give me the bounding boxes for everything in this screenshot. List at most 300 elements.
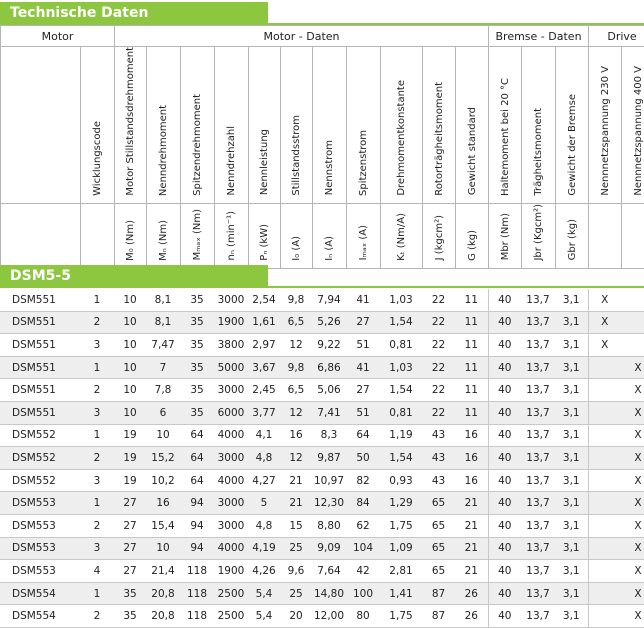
column-header — [249, 47, 281, 204]
table-cell: 42 — [346, 560, 380, 583]
table-cell: 3,1 — [555, 424, 588, 447]
table-cell — [588, 492, 621, 515]
table-cell: 4000 — [214, 469, 248, 492]
table-row — [0, 492, 644, 515]
table-cell: 3 — [80, 401, 114, 424]
data-table — [0, 289, 644, 628]
table-cell: 94 — [180, 514, 214, 537]
column-symbol — [423, 203, 456, 268]
table-cell: 8,1 — [146, 311, 180, 334]
table-cell: 16 — [455, 424, 488, 447]
column-symbol — [522, 203, 556, 268]
table-cell: 4,8 — [248, 514, 280, 537]
table-cell: 13,7 — [521, 492, 555, 515]
table-cell: 7,94 — [312, 289, 346, 311]
section-title-dsm5-5: DSM5-5 — [0, 265, 268, 288]
table-cell: 50 — [346, 447, 380, 470]
table-cell: 94 — [180, 492, 214, 515]
table-cell: X — [621, 379, 644, 402]
column-symbol — [313, 203, 347, 268]
table-cell: 11 — [455, 289, 488, 311]
table-cell: 9,8 — [280, 289, 312, 311]
table-cell: 6,86 — [312, 356, 346, 379]
table-cell: 1 — [80, 492, 114, 515]
table-cell: 64 — [180, 424, 214, 447]
table-cell: 35 — [180, 311, 214, 334]
table-cell: 40 — [488, 289, 521, 311]
table-cell: 10 — [114, 289, 146, 311]
header-table — [0, 25, 644, 269]
table-cell — [588, 424, 621, 447]
row-type-cell: DSM551 — [0, 379, 80, 402]
table-cell — [588, 514, 621, 537]
table-cell — [588, 379, 621, 402]
table-cell: 2,81 — [380, 560, 422, 583]
table-cell: 10,97 — [312, 469, 346, 492]
table-cell: 1,61 — [248, 311, 280, 334]
table-cell: 1,19 — [380, 424, 422, 447]
table-cell: 41 — [346, 356, 380, 379]
column-symbol — [456, 203, 489, 268]
table-cell: 80 — [346, 605, 380, 628]
column-symbol-label: nₙ (min⁻¹) — [226, 211, 238, 261]
table-cell: 21 — [455, 537, 488, 560]
table-cell: 22 — [422, 379, 455, 402]
table-cell — [588, 401, 621, 424]
table-cell: 12 — [280, 334, 312, 357]
table-row — [0, 447, 644, 470]
table-cell: 7,47 — [146, 334, 180, 357]
column-header — [215, 47, 249, 204]
table-cell: 10 — [114, 401, 146, 424]
table-cell: 21 — [455, 560, 488, 583]
table-cell: 13,7 — [521, 401, 555, 424]
column-header-label: Nennnetzspannung 400 V — [633, 65, 644, 196]
table-cell: 3,1 — [555, 514, 588, 537]
column-header-label: Nenndrehzahl — [226, 126, 238, 196]
table-cell: 9,09 — [312, 537, 346, 560]
table-cell: 40 — [488, 401, 521, 424]
table-row — [0, 469, 644, 492]
column-header-label: Nennleistung — [259, 129, 271, 196]
table-cell: 40 — [488, 605, 521, 628]
table-cell: 65 — [422, 560, 455, 583]
table-cell: 3 — [80, 334, 114, 357]
table-cell: 87 — [422, 605, 455, 628]
column-header-label: Spitzendrehmoment — [192, 93, 204, 196]
table-cell: 35 — [180, 334, 214, 357]
column-header-label: Trägheitsmoment — [533, 107, 545, 196]
table-cell: 13,7 — [521, 514, 555, 537]
table-cell: X — [621, 401, 644, 424]
table-cell: 0,93 — [380, 469, 422, 492]
column-header-label: Drehmomentkonstante — [396, 79, 408, 196]
table-cell: 8,3 — [312, 424, 346, 447]
column-header — [622, 47, 644, 204]
column-symbol — [215, 203, 249, 268]
column-header-label: Wicklungscode — [92, 120, 103, 196]
column-header-label: Haltemoment bei 20 °C — [499, 77, 511, 196]
table-cell — [588, 356, 621, 379]
column-header — [181, 47, 215, 204]
table-cell — [588, 469, 621, 492]
column-header-label: Gewicht der Bremse — [566, 93, 578, 196]
column-header — [489, 47, 522, 204]
column-header — [147, 47, 181, 204]
table-cell: 104 — [346, 537, 380, 560]
table-cell: 40 — [488, 582, 521, 605]
table-cell: 64 — [346, 424, 380, 447]
group-drive: Drive — [589, 26, 644, 47]
column-header — [456, 47, 489, 204]
column-header-label: Rotorträgheitsmoment — [433, 81, 445, 196]
table-cell: 94 — [180, 537, 214, 560]
table-cell: 13,7 — [521, 560, 555, 583]
table-cell: 13,7 — [521, 424, 555, 447]
table-cell: 1,41 — [380, 582, 422, 605]
table-cell: 5,26 — [312, 311, 346, 334]
table-cell: 82 — [346, 469, 380, 492]
table-cell: 5 — [248, 492, 280, 515]
table-cell: 13,7 — [521, 537, 555, 560]
table-cell: 21 — [455, 492, 488, 515]
table-cell: 14,80 — [312, 582, 346, 605]
table-cell: 3,1 — [555, 537, 588, 560]
table-cell: 1900 — [214, 311, 248, 334]
column-symbol-label: Iₘₐₓ (A) — [358, 225, 370, 261]
table-cell: X — [588, 334, 621, 357]
table-cell: X — [621, 356, 644, 379]
table-cell: 21 — [455, 514, 488, 537]
table-cell: 3,1 — [555, 560, 588, 583]
column-header-label: Spitzenstrom — [358, 129, 370, 196]
column-header — [313, 47, 347, 204]
table-cell: 7,8 — [146, 379, 180, 402]
table-row — [0, 289, 644, 311]
table-cell: 10 — [114, 379, 146, 402]
table-cell: 3,67 — [248, 356, 280, 379]
column-header-label: Gewicht standard — [466, 107, 478, 196]
table-cell: 3800 — [214, 334, 248, 357]
row-type-cell: DSM551 — [0, 289, 80, 311]
table-cell: 40 — [488, 356, 521, 379]
table-cell: 4,1 — [248, 424, 280, 447]
table-cell: 1,75 — [380, 605, 422, 628]
row-type-cell: DSM553 — [0, 514, 80, 537]
table-cell: 40 — [488, 537, 521, 560]
row-type-cell: DSM551 — [0, 334, 80, 357]
table-cell: 4,8 — [248, 447, 280, 470]
column-header — [381, 47, 423, 204]
table-cell: 2,45 — [248, 379, 280, 402]
table-cell: 40 — [488, 469, 521, 492]
table-cell: 3,1 — [555, 447, 588, 470]
column-symbol — [181, 203, 215, 268]
table-cell: 11 — [455, 311, 488, 334]
table-row — [0, 560, 644, 583]
column-symbol — [115, 203, 147, 268]
column-header — [589, 47, 622, 204]
table-cell: 10 — [146, 424, 180, 447]
table-cell: X — [621, 537, 644, 560]
table-cell: 3,1 — [555, 605, 588, 628]
table-cell: 27 — [346, 311, 380, 334]
table-cell: 35 — [180, 356, 214, 379]
row-type-cell: DSM551 — [0, 356, 80, 379]
table-cell: 1,03 — [380, 356, 422, 379]
table-row — [0, 537, 644, 560]
table-cell: X — [588, 311, 621, 334]
column-header — [115, 47, 147, 204]
column-header-label: Nennstrom — [324, 140, 336, 196]
table-cell: 10,2 — [146, 469, 180, 492]
table-cell: 1,09 — [380, 537, 422, 560]
table-cell: 1,29 — [380, 492, 422, 515]
table-cell: 3,1 — [555, 492, 588, 515]
table-cell: 3000 — [214, 447, 248, 470]
table-cell: 13,7 — [521, 605, 555, 628]
table-cell: 2500 — [214, 582, 248, 605]
table-cell: 3,1 — [555, 311, 588, 334]
table-cell: 16 — [280, 424, 312, 447]
table-cell: 19 — [114, 447, 146, 470]
column-symbol — [281, 203, 313, 268]
row-type-cell: DSM553 — [0, 492, 80, 515]
column-header-label: Nennnetzspannung 230 V — [599, 65, 611, 196]
table-cell — [588, 605, 621, 628]
column-symbol-label: Iₙ (A) — [324, 235, 336, 261]
table-cell: 64 — [180, 469, 214, 492]
table-cell: 6,5 — [280, 311, 312, 334]
table-cell: 12,30 — [312, 492, 346, 515]
table-cell: 84 — [346, 492, 380, 515]
column-symbol-label: Mₘₐₓ (Nm) — [192, 209, 204, 261]
row-type-cell: DSM554 — [0, 582, 80, 605]
table-cell: 20,8 — [146, 605, 180, 628]
table-cell: 27 — [114, 560, 146, 583]
column-symbol — [589, 203, 622, 268]
table-cell: 40 — [488, 514, 521, 537]
table-cell: 7,64 — [312, 560, 346, 583]
table-cell: 6000 — [214, 401, 248, 424]
table-cell: 5,4 — [248, 605, 280, 628]
column-header — [522, 47, 556, 204]
table-cell: 27 — [346, 379, 380, 402]
table-cell: 25 — [280, 537, 312, 560]
column-symbol — [489, 203, 522, 268]
column-symbol-label: Kₜ (Nm/A) — [396, 212, 408, 261]
table-cell: 19 — [114, 424, 146, 447]
table-cell: 65 — [422, 514, 455, 537]
table-cell: 2,54 — [248, 289, 280, 311]
table-cell: 8,1 — [146, 289, 180, 311]
table-cell: 5,06 — [312, 379, 346, 402]
table-cell: 16 — [146, 492, 180, 515]
section-divider — [0, 286, 644, 288]
table-cell: 51 — [346, 334, 380, 357]
table-cell: 1 — [80, 356, 114, 379]
column-symbol-label: I₀ (A) — [291, 235, 303, 261]
table-cell — [621, 311, 644, 334]
table-cell: 26 — [455, 605, 488, 628]
table-cell — [588, 447, 621, 470]
table-cell: 41 — [346, 289, 380, 311]
table-cell: 9,6 — [280, 560, 312, 583]
table-cell: 3000 — [214, 514, 248, 537]
table-row — [0, 401, 644, 424]
column-symbol-label: J (kgcm²) — [433, 215, 445, 261]
table-cell: 19 — [114, 469, 146, 492]
table-cell: 4000 — [214, 424, 248, 447]
table-cell: X — [621, 605, 644, 628]
table-row — [0, 334, 644, 357]
table-cell: 2,97 — [248, 334, 280, 357]
table-cell: 43 — [422, 447, 455, 470]
table-row — [0, 582, 644, 605]
table-cell: 9,8 — [280, 356, 312, 379]
table-cell: 15 — [280, 514, 312, 537]
table-cell: 43 — [422, 469, 455, 492]
group-motor-daten: Motor - Daten — [115, 26, 489, 47]
table-cell: 3000 — [214, 379, 248, 402]
column-symbol — [347, 203, 381, 268]
table-cell: 3,1 — [555, 401, 588, 424]
column-header-label: Nenndrehmoment — [158, 104, 170, 196]
table-cell: 35 — [114, 605, 146, 628]
table-cell: 21 — [280, 492, 312, 515]
table-cell: 8,80 — [312, 514, 346, 537]
row-type-cell: DSM552 — [0, 424, 80, 447]
column-symbol — [147, 203, 181, 268]
table-cell: 3000 — [214, 492, 248, 515]
table-cell: 5000 — [214, 356, 248, 379]
table-cell: 4,27 — [248, 469, 280, 492]
table-cell: 22 — [422, 334, 455, 357]
table-cell: 16 — [455, 469, 488, 492]
table-cell: 5,4 — [248, 582, 280, 605]
table-cell: 13,7 — [521, 447, 555, 470]
table-cell: 0,81 — [380, 334, 422, 357]
table-cell: 21,4 — [146, 560, 180, 583]
table-cell: 4,26 — [248, 560, 280, 583]
table-cell: 4,19 — [248, 537, 280, 560]
table-cell: 40 — [488, 311, 521, 334]
table-cell: 22 — [422, 356, 455, 379]
table-cell: 15,4 — [146, 514, 180, 537]
table-cell: 12,00 — [312, 605, 346, 628]
table-cell: 118 — [180, 560, 214, 583]
row-type-cell: DSM552 — [0, 447, 80, 470]
table-cell: 3,1 — [555, 582, 588, 605]
column-symbol-label: M₀ (Nm) — [125, 219, 137, 261]
table-cell: 100 — [346, 582, 380, 605]
table-cell: 3,77 — [248, 401, 280, 424]
column-header — [556, 47, 589, 204]
table-cell: X — [621, 560, 644, 583]
table-cell: 27 — [114, 492, 146, 515]
table-cell: 40 — [488, 424, 521, 447]
table-cell: 40 — [488, 379, 521, 402]
table-cell — [621, 289, 644, 311]
table-cell: 35 — [180, 379, 214, 402]
column-header — [81, 47, 115, 204]
table-cell: 13,7 — [521, 469, 555, 492]
table-cell: 15,2 — [146, 447, 180, 470]
column-header — [281, 47, 313, 204]
table-cell: 27 — [114, 537, 146, 560]
row-type-cell: DSM553 — [0, 560, 80, 583]
table-cell: 13,7 — [521, 379, 555, 402]
table-cell: 3,1 — [555, 356, 588, 379]
table-row — [0, 379, 644, 402]
table-cell: 10 — [114, 311, 146, 334]
column-symbol — [1, 203, 81, 268]
table-cell: 2 — [80, 379, 114, 402]
table-cell: 62 — [346, 514, 380, 537]
table-cell: 13,7 — [521, 334, 555, 357]
table-row — [0, 514, 644, 537]
table-row — [0, 311, 644, 334]
row-type-cell: DSM553 — [0, 537, 80, 560]
table-cell: 2 — [80, 311, 114, 334]
table-cell: X — [621, 582, 644, 605]
table-cell: 40 — [488, 334, 521, 357]
table-cell: 16 — [455, 447, 488, 470]
section-title-technische-daten: Technische Daten — [0, 2, 268, 25]
table-cell: 9,87 — [312, 447, 346, 470]
table-cell: 2 — [80, 514, 114, 537]
table-cell: 3 — [80, 469, 114, 492]
table-cell: 1,54 — [380, 311, 422, 334]
table-cell: X — [588, 289, 621, 311]
table-cell: X — [621, 447, 644, 470]
column-header — [1, 47, 81, 204]
table-cell: 43 — [422, 424, 455, 447]
table-cell: 10 — [114, 334, 146, 357]
table-cell: 26 — [455, 582, 488, 605]
row-type-cell: DSM551 — [0, 311, 80, 334]
row-type-cell: DSM552 — [0, 469, 80, 492]
table-cell: 0,81 — [380, 401, 422, 424]
table-cell: 35 — [114, 582, 146, 605]
table-cell: 4 — [80, 560, 114, 583]
table-cell: 51 — [346, 401, 380, 424]
group-motor: Motor — [1, 26, 115, 47]
table-cell: 3,1 — [555, 334, 588, 357]
table-cell: 11 — [455, 401, 488, 424]
table-cell: 35 — [180, 289, 214, 311]
table-cell: 65 — [422, 492, 455, 515]
table-cell: 22 — [422, 311, 455, 334]
table-cell: 65 — [422, 537, 455, 560]
table-cell: 3,1 — [555, 469, 588, 492]
column-symbol — [381, 203, 423, 268]
table-cell: 87 — [422, 582, 455, 605]
table-cell: 6 — [146, 401, 180, 424]
table-cell: 6,5 — [280, 379, 312, 402]
table-cell: 2 — [80, 605, 114, 628]
table-cell: 40 — [488, 492, 521, 515]
table-cell: 1 — [80, 289, 114, 311]
column-symbol — [81, 203, 115, 268]
group-bremse-daten: Bremse - Daten — [489, 26, 589, 47]
table-cell: 118 — [180, 605, 214, 628]
table-cell: 2500 — [214, 605, 248, 628]
table-cell: 3,1 — [555, 289, 588, 311]
table-cell: 1,54 — [380, 379, 422, 402]
table-cell: 3000 — [214, 289, 248, 311]
table-cell: 20,8 — [146, 582, 180, 605]
